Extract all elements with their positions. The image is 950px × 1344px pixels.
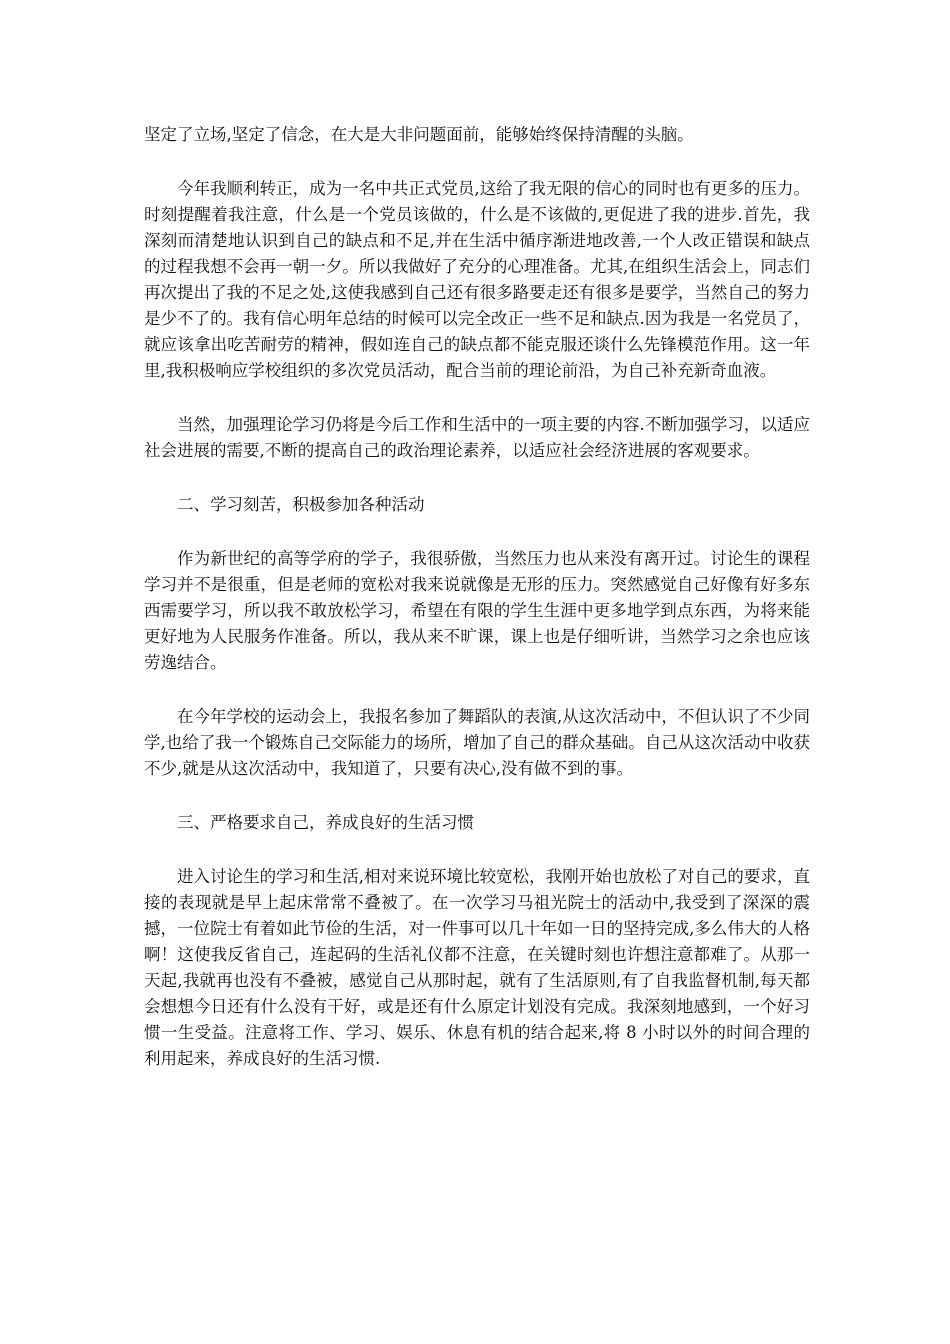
paragraph-party-membership: 今年我顺利转正，成为一名中共正式党员,这给了我无限的信心的同时也有更多的压力。时刻提醒着我注意，什么是一个党员该做的，什么是不该做的,更促进了我的进步.首先，我深刻而清楚地认识到自己的缺点和不足,并在生活中循序渐进地改善,一个人改正错误和缺点的过程我想不会再一朝一夕。所以我做好了充分的心理准备。尤其,在组织生活会上，同志们再次提出了我的不足之处,这使我感到自己还有很多路要走还有很多是要学，当然自己的努力是少不了的。我有信心明年总结的时候可以完全改正一些不足和缺点.因为我是一名党员了，就应该拿出吃苦耐劳的精神，假如连自己的缺点都不能克服还谈什么先锋模范作用。这一年里,我积极响应学校组织的多次党员活动，配合当前的理论前沿，为自己补充新奇血液。 [144, 179, 810, 380]
document-body [144, 122, 810, 1100]
paragraph-sports-meeting: 在今年学校的运动会上，我报名参加了舞蹈队的表演,从这次活动中，不但认识了不少同学,也给了我一个锻炼自己交际能力的场所，增加了自己的群众基础。自己从这次活动中收获不少,就是从这次活动中，我知道了，只要有决心,没有做不到的事。 [144, 707, 810, 778]
paragraph-study-hard: 作为新世纪的高等学府的学子，我很骄傲，当然压力也从来没有离开过。讨论生的课程学习并不是很重，但是老师的宽松对我来说就像是无形的压力。突然感觉自己好像有好多东西需要学习，所以我不敢放松学习，希望在有限的学生生涯中更多地学到点东西，为将来能更好地为人民服务作准备。所以，我从来不旷课，课上也是仔细听讲，当然学习之余也应该劳逸结合。 [144, 549, 810, 672]
paragraph-living-habits: 进入讨论生的学习和生活,相对来说环境比较宽松，我刚开始也放松了对自己的要求，直接的表现就是早上起床常常不叠被了。在一次学习马祖光院士的活动中,我受到了深深的震撼，一位院士有着如此节俭的生活，对一件事可以几十年如一日的坚持完成,多么伟大的人格啊！这使我反省自己，连起码的生活礼仪都不注意，在关键时刻也许想注意都难了。从那一天起,我就再也没有不叠被，感觉自己从那时起，就有了生活原则,有了自我监督机制,每天都会想想今日还有什么没有干好，或是还有什么原定计划没有完成。我深刻地感到，一个好习惯一生受益。注意将工作、学习、娱乐、休息有机的结合起来,将 8 小时以外的时间合理的利用起来，养成良好的生活习惯. [144, 867, 810, 1068]
paragraph-continuation: 坚定了立场,坚定了信念，在大是大非问题面前，能够始终保持清醒的头脑。 [144, 125, 694, 144]
section-heading-3: 三、严格要求自己，养成良好的生活习惯 [177, 813, 474, 832]
paragraph-theory-study: 当然，加强理论学习仍将是今后工作和生活中的一项主要的内容.不断加强学习，以适应社会进展的需要,不断的提高自己的政治理论素养，以适应社会经济进展的客观要求。 [144, 415, 810, 460]
section-heading-2: 二、学习刻苦，积极参加各种活动 [177, 495, 425, 514]
